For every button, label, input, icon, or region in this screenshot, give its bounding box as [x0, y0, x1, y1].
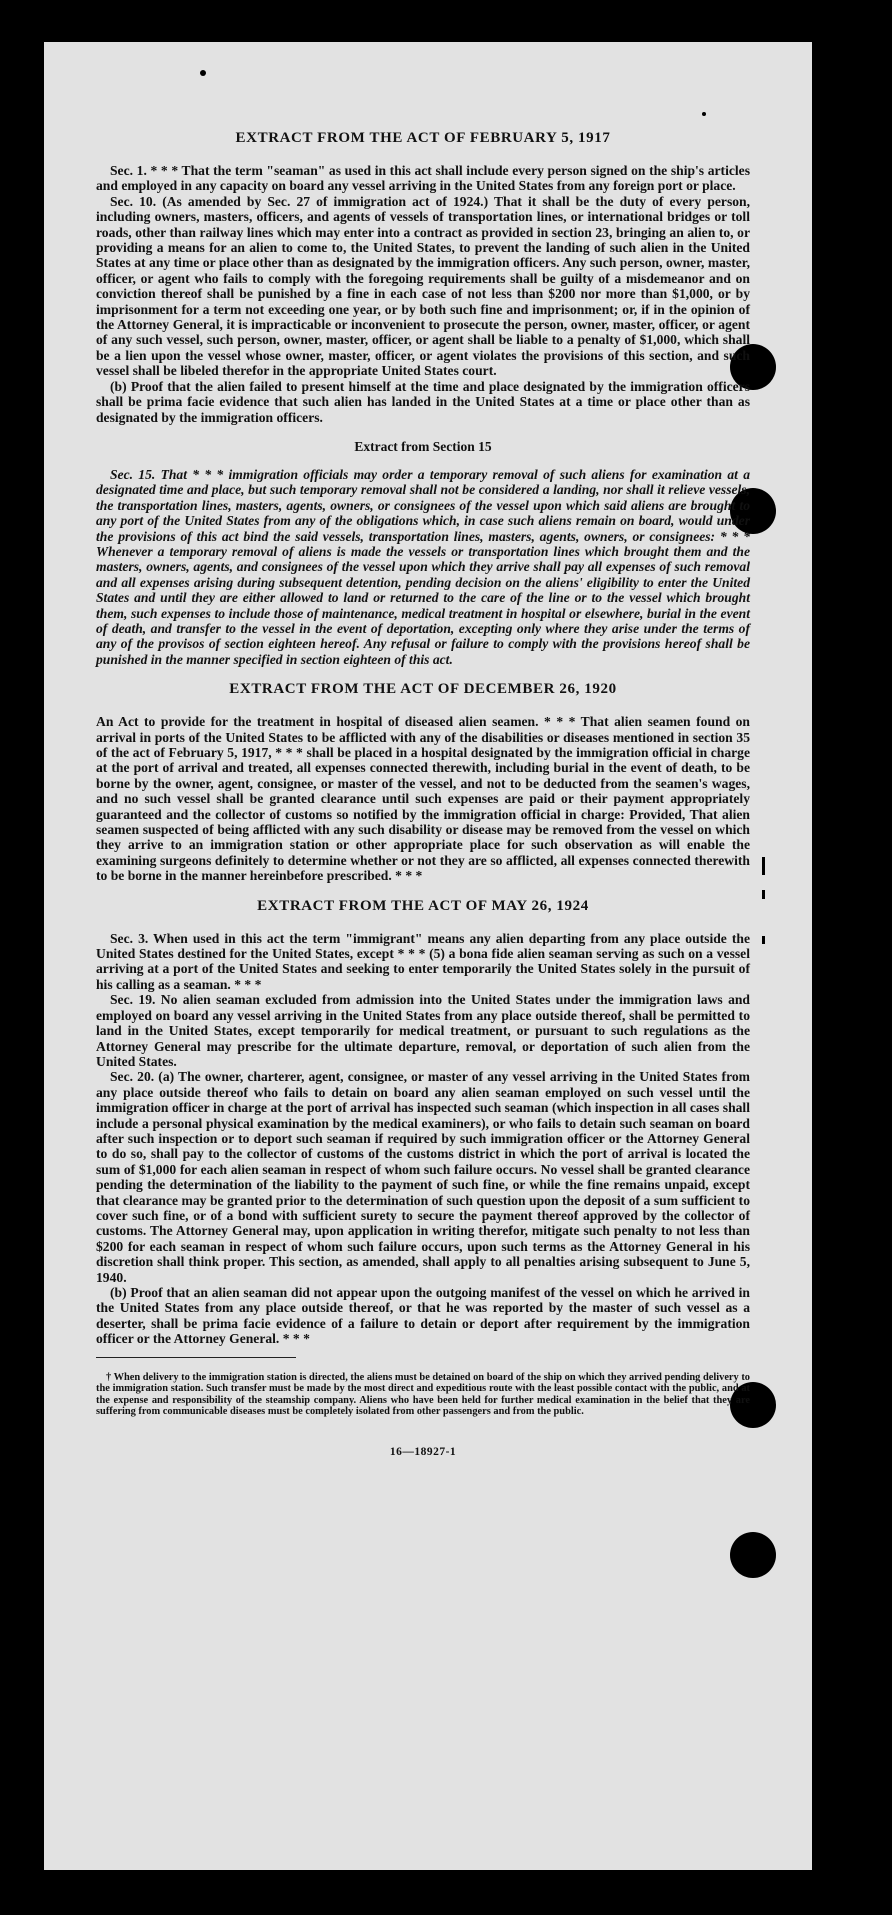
paragraph: Sec. 19. No alien seaman excluded from admission into the United States under the immigration laws and employed on board any vessel arriving in the United States from any place outside thereof, shall be permitted to land in the United States, except temporarily for medical treatment, or pursuant to such regulations as the Attorney General may prescribe for the ultimate departure, removal, or deportation of such alien from the United States. — [96, 992, 750, 1069]
margin-mark — [762, 890, 765, 899]
paragraph: Sec. 20. (a) The owner, charterer, agent, consignee, or master of any vessel arriving in the United States from any place outside thereof who fails to detain on board any alien seaman employed on such vessel until the immigration officer in charge at the port of arrival has inspected such seaman (which inspection in all cases shall include a personal physical examination by the medical examiners), or who fails to detain such seaman on board after such inspection or to deport such seaman if required by such immigration officer or the Attorney General to do so, shall pay to the collector of customs of the customs district in which the port of arrival is located the sum of $1,000 for each alien seaman in respect of whom such failure occurs. No vessel shall be granted clearance pending the determination of the liability to the payment of such fine, or while the fine remains unpaid, except that clearance may be granted prior to the determination of such question upon the deposit of a sum sufficient to cover such fine, or of a bond with sufficient surety to secure the payment thereof approved by the collector of customs. The Attorney General may, upon application in writing therefor, mitigate such penalty to not less than $200 for each seaman in respect of whom such failure occurs, upon such terms as the Attorney General in his discretion shall think proper. This section, as amended, shall apply to all penalties arising subsequent to June 5, 1940. — [96, 1069, 750, 1285]
section-heading: EXTRACT FROM THE ACT OF FEBRUARY 5, 1917 — [235, 130, 611, 146]
document-page — [44, 42, 812, 1870]
section-heading: EXTRACT FROM THE ACT OF DECEMBER 26, 1920 — [229, 681, 617, 698]
paragraph: Sec. 10. (As amended by Sec. 27 of immigration act of 1924.) That it shall be the duty of every person, including owners, masters, officers, and agents of vessels of transportation lines, or international bridges or toll roads, other than railway lines which may enter into a contract as provided in section 23, bringing an alien to, or providing a means for an alien to come to, the United States, to prevent the landing of such alien in the United States at any time or place other than as designated by the immigration officers. Any such person, owner, master, officer, or agent who fails to comply with the foregoing requirements shall be guilty of a misdemeanor and on conviction thereof shall be punished by a fine in each case of not less than $200 nor more than $1,000, or by imprisonment for a term not exceeding one year, or by both such fine and imprisonment; or, if in the opinion of the Attorney General, it is impracticable or inconvenient to prosecute the person, owner, master, officer, or agent of any such vessel, such person, owner, master, officer, or agent shall be liable to a penalty of $1,000, which shall be a lien upon the vessel whose owner, master, officer, or agent violates the provisions of this section, and such vessel shall be libeled therefor in the appropriate United States court. — [96, 193, 750, 379]
footnote: † When delivery to the immigration station is directed, the aliens must be detained on board of the ship on which they arrived pending delivery to the immigration station. Such transfer must be made by the most direct and expeditious route with the least possible contact with the public, and at the expense and responsibility of the steamship company. Aliens who have been held for further medical examination in the belief that they are suffering from communicable diseases must be completely isolated from other passengers and from the public. — [96, 1371, 750, 1418]
punch-hole — [730, 1532, 776, 1578]
footnote-divider — [96, 1357, 296, 1358]
paragraph: (b) Proof that an alien seaman did not appear upon the outgoing manifest of the vessel on which he arrived in the United States from any place outside thereof, or that he was reported by the master of such vessel as a deserter, shall be prima facie evidence of a failure to detain or deport after requirement by the immigration officer or the Attorney General. * * * — [96, 1285, 750, 1347]
section-heading: Extract from Section 15 — [354, 438, 492, 454]
form-number: 16—18927-1 — [389, 1446, 457, 1458]
margin-mark — [762, 857, 765, 875]
paragraph: An Act to provide for the treatment in hospital of diseased alien seamen. * * * That alien seamen found on arrival in ports of the United States to be afflicted with any of the disabilities or diseases mentioned in section 35 of the act of February 5, 1917, * * * shall be placed in a hospital designated by the immigration official in charge at the port of arrival and treated, all expenses connected therewith, including burial in the event of death, to be borne by the owner, agent, consignee, or master of the vessel, and not to be deducted from the seamen's wages, and no such vessel shall be granted clearance until such expenses are paid or their payment appropriately guaranteed and the collector of customs so notified by the immigration official in charge: Provided, That alien seamen suspected of being afflicted with any such disability or disease may be removed from the vessel on which they arrive to an immigration station or other appropriate place for such observation as will enable the examining surgeons definitely to determine whether or not they are so afflicted, all expenses connected therewith to be borne in the manner hereinbefore prescribed. * * * — [96, 714, 750, 884]
paragraph: Sec. 15. That * * * immigration officials may order a temporary removal of such aliens for examination at a designated time and place, but such temporary removal shall not be considered a landing, nor shall it relieve vessels, the transportation lines, masters, agents, owners, or consignees of the vessel upon which said aliens are brought to any port of the United States from any of the obligations which, in case such aliens remain on board, would under the provisions of this act bind the said vessels, transportation lines, masters, agents, owners, or consignees: * * * Whenever a temporary removal of aliens is made the vessels or transportation lines which brought them and the masters, owners, agents, and consignees of the vessel upon which they arrive shall pay all expenses of such removal and all expenses arising during subsequent detention, pending decision on the aliens' eligibility to enter the United States and until they are either allowed to land or returned to the care of the line or to the vessel which brought them, such expenses to include those of maintenance, medical treatment in hospital or elsewhere, burial in the event of death, and transfer to the vessel in the event of deportation, excepting only where they arise under the terms of any of the provisos of section eighteen hereof. Any refusal or failure to comply with the provisions hereof shall be punished in the manner specified in section eighteen of this act. — [96, 466, 750, 667]
paragraph: Sec. 1. * * * That the term "seaman" as used in this act shall include every person signed on the ship's articles and employed in any capacity on board any vessel arriving in the United States from any foreign port or place. — [96, 163, 750, 194]
margin-mark — [762, 936, 765, 944]
speck — [702, 112, 706, 116]
paragraph: Sec. 3. When used in this act the term "immigrant" means any alien departing from any place outside the United States destined for the United States, except * * * (5) a bona fide alien seaman serving as such on a vessel arriving at a port of the United States and seeking to enter temporarily the United States solely in the pursuit of his calling as a seaman. * * * — [96, 930, 750, 992]
section-heading: EXTRACT FROM THE ACT OF MAY 26, 1924 — [257, 897, 589, 914]
paragraph: (b) Proof that the alien failed to present himself at the time and place designated by the immigration officers shall be prima facie evidence that such alien has landed in the United States at a time or place other than as designated by the immigration officers. — [96, 378, 750, 425]
document-body — [96, 130, 750, 1458]
speck — [200, 70, 206, 76]
